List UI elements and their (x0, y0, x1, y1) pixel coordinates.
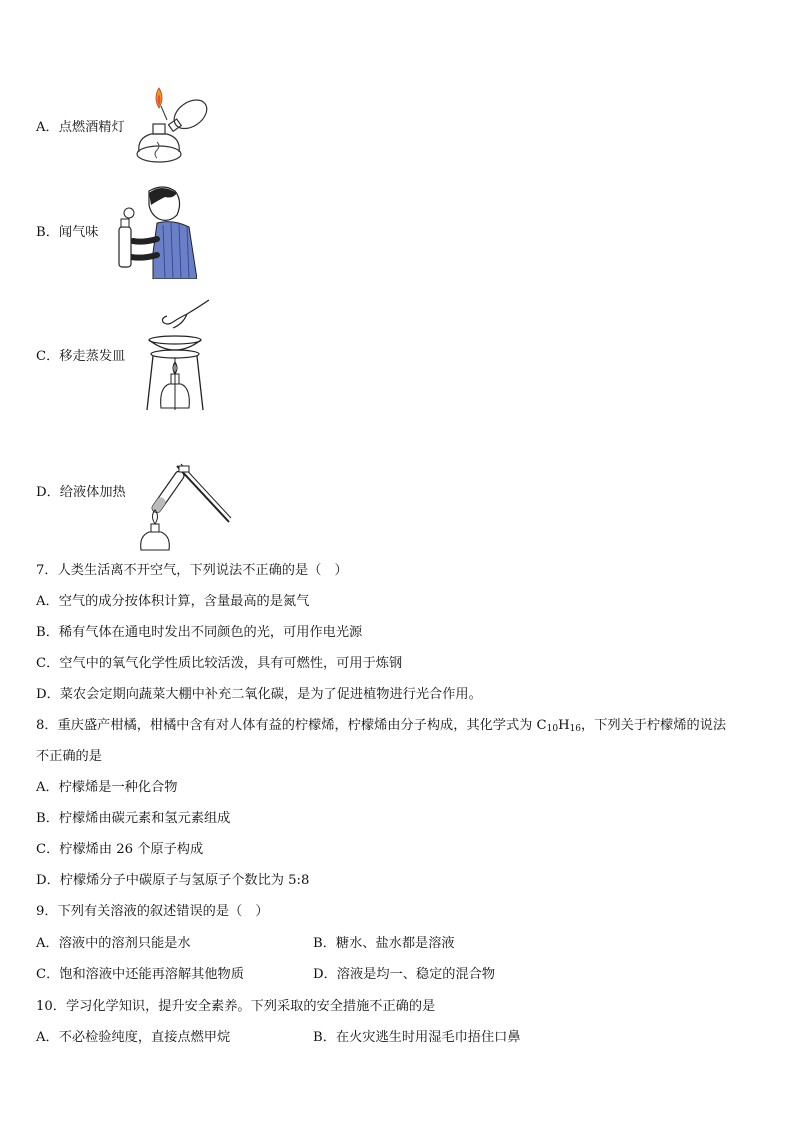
q8-carbon-subscript: 10 (546, 724, 559, 734)
heating-liquid-illustration (137, 456, 233, 552)
q10-option-b: B．在火灾逃生时用湿毛巾捂住口鼻 (313, 1030, 521, 1045)
q8-option-d: D．柠檬烯分子中碳原子与氢原子个数比为 5:8 (36, 873, 310, 888)
q8-hydrogen-symbol: H (558, 718, 570, 733)
q7-option-c: C．空气中的氧气化学性质比较活泼，具有可燃性，可用于炼钢 (36, 656, 403, 671)
q9-option-c: C．饱和溶液中还能再溶解其他物质 (36, 967, 244, 982)
q9-option-a: A．溶液中的溶剂只能是水 (36, 936, 191, 951)
q6-option-c: C．移走蒸发皿 (36, 349, 126, 364)
q9-stem: 9．下列有关溶液的叙述错误的是（ ） (36, 904, 269, 919)
q9-option-b: B．糖水、盐水都是溶液 (313, 936, 455, 951)
q10-stem: 10．学习化学知识，提升安全素养。下列采取的安全措施不正确的是 (36, 999, 436, 1014)
q8-stem-after: ，下列关于柠檬烯的说法 (581, 718, 727, 733)
q7-option-a: A．空气的成分按体积计算，含量最高的是氮气 (36, 594, 310, 609)
q6-option-b: B．闻气味 (36, 225, 99, 240)
q8-option-a: A．柠檬烯是一种化合物 (36, 780, 178, 795)
q6-option-d: D．给液体加热 (36, 485, 126, 500)
smelling-bottle-illustration (113, 183, 197, 279)
q8-stem-before: 8．重庆盛产柑橘，柑橘中含有对人体有益的柠檬烯，柠檬烯由分子构成，其化学式为 C (36, 718, 547, 733)
q8-hydrogen-subscript: 16 (569, 724, 582, 734)
q8-stem (36, 717, 726, 735)
q9-option-d: D．溶液是均一、稳定的混合物 (313, 967, 496, 982)
q7-option-b: B．稀有气体在通电时发出不同颜色的光，可用作电光源 (36, 625, 363, 640)
q7-option-d: D．菜农会定期向蔬菜大棚中补充二氧化碳，是为了促进植物进行光合作用。 (36, 687, 482, 702)
q8-option-b: B．柠檬烯由碳元素和氢元素组成 (36, 811, 231, 826)
alcohol-lamp-lighting-illustration (133, 86, 215, 168)
evaporating-dish-illustration (143, 298, 209, 414)
q6-option-a: A．点燃酒精灯 (36, 120, 125, 135)
q10-option-a: A．不必检验纯度，直接点燃甲烷 (36, 1030, 231, 1045)
q7-stem: 7．人类生活离不开空气，下列说法不正确的是（ ） (36, 563, 348, 578)
q8-stem-line2: 不正确的是 (36, 749, 102, 764)
q8-option-c: C．柠檬烯由 26 个原子构成 (36, 842, 204, 857)
